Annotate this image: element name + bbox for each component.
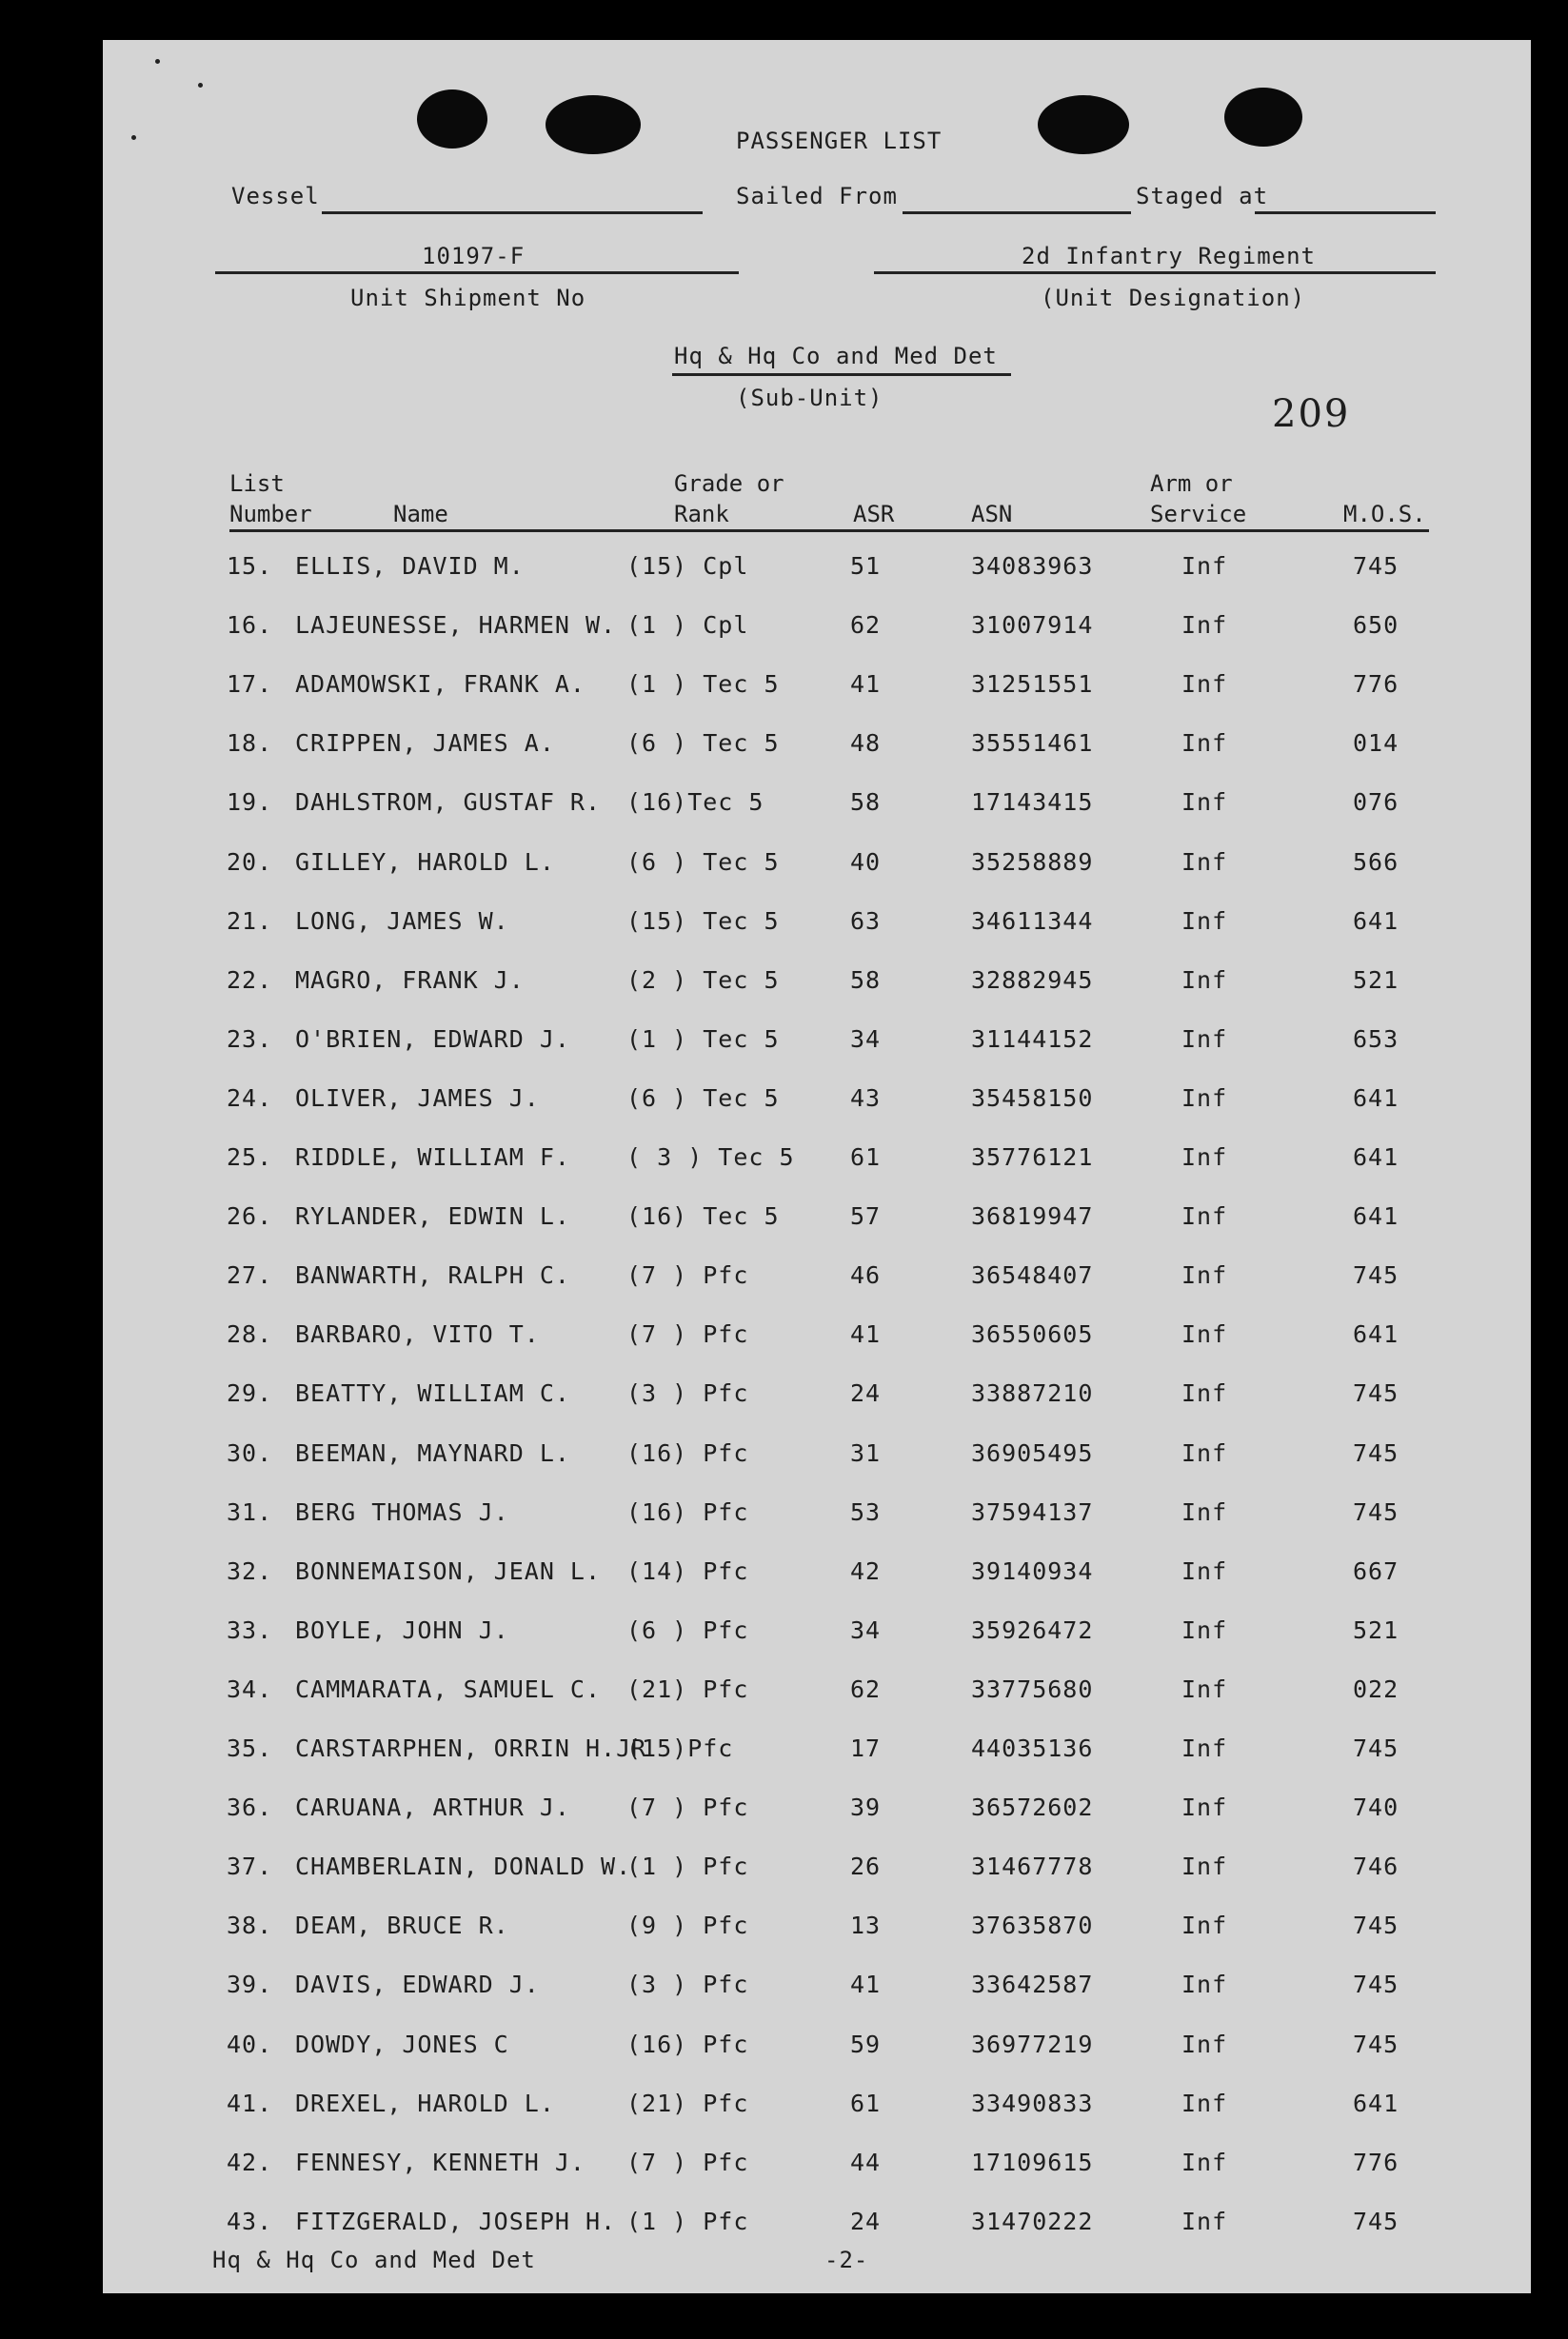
grade-rank: (7 ) Pfc	[626, 1320, 749, 1349]
unit-shipment-line	[215, 271, 739, 274]
army-serial-number: 37635870	[971, 1912, 1094, 1940]
list-number: 15.	[227, 552, 273, 580]
grade-rank: (16) Tec 5	[626, 1202, 780, 1231]
arm-service: Inf	[1181, 2089, 1228, 2117]
passenger-name: BERG THOMAS J.	[295, 1497, 509, 1526]
passenger-name: GILLEY, HAROLD L.	[295, 847, 555, 876]
asr-score: 13	[850, 1912, 882, 1940]
col-header-name: Name	[393, 501, 448, 527]
mos-code: 745	[1353, 1497, 1399, 1526]
mos-code: 745	[1353, 2030, 1399, 2058]
arm-service: Inf	[1181, 1261, 1228, 1290]
mos-code: 641	[1353, 1320, 1399, 1349]
grade-rank: (15) Cpl	[626, 552, 749, 580]
arm-service: Inf	[1181, 670, 1228, 699]
passenger-name: DEAM, BRUCE R.	[295, 1912, 509, 1940]
list-number: 28.	[227, 1320, 273, 1349]
speck	[155, 59, 160, 64]
army-serial-number: 35258889	[971, 847, 1094, 876]
table-row	[103, 1912, 1531, 1971]
table-row	[103, 670, 1531, 729]
army-serial-number: 44035136	[971, 1734, 1094, 1762]
sailed-from-label: Sailed From	[736, 183, 898, 209]
col-header-asn: ASN	[971, 501, 1013, 527]
table-row	[103, 1261, 1531, 1320]
passenger-name: O'BRIEN, EDWARD J.	[295, 1024, 570, 1053]
vessel-label: Vessel	[231, 183, 320, 209]
list-number: 35.	[227, 1734, 273, 1762]
arm-service: Inf	[1181, 1853, 1228, 1881]
army-serial-number: 33642587	[971, 1971, 1094, 1999]
list-number: 41.	[227, 2089, 273, 2117]
list-number: 24.	[227, 1083, 273, 1112]
document-page	[103, 40, 1531, 2293]
asr-score: 34	[850, 1615, 882, 1644]
list-number: 29.	[227, 1379, 273, 1408]
arm-service: Inf	[1181, 1675, 1228, 1703]
grade-rank: (1 ) Tec 5	[626, 1024, 780, 1053]
passenger-name: DREXEL, HAROLD L.	[295, 2089, 555, 2117]
asr-score: 42	[850, 1556, 882, 1585]
arm-service: Inf	[1181, 2148, 1228, 2176]
vessel-field-line	[322, 211, 703, 214]
list-number: 23.	[227, 1024, 273, 1053]
mos-code: 641	[1353, 1143, 1399, 1171]
mos-code: 641	[1353, 1202, 1399, 1231]
army-serial-number: 31144152	[971, 1024, 1094, 1053]
arm-service: Inf	[1181, 1734, 1228, 1762]
unit-designation-line	[874, 271, 1436, 274]
punch-hole-4	[1224, 88, 1302, 147]
asr-score: 61	[850, 1143, 882, 1171]
passenger-name: DAHLSTROM, GUSTAF R.	[295, 788, 602, 817]
asr-score: 40	[850, 847, 882, 876]
col-header-list-number: List Number	[229, 470, 312, 527]
arm-service: Inf	[1181, 1202, 1228, 1231]
asr-score: 48	[850, 729, 882, 758]
table-row	[103, 1557, 1531, 1616]
asr-score: 63	[850, 906, 882, 935]
grade-rank: (21) Pfc	[626, 2089, 749, 2117]
army-serial-number: 31470222	[971, 2207, 1094, 2235]
grade-rank: (9 ) Pfc	[626, 1912, 749, 1940]
asr-score: 58	[850, 965, 882, 994]
col-header-grade: Grade or Rank	[674, 470, 784, 527]
list-number: 18.	[227, 729, 273, 758]
passenger-name: DAVIS, EDWARD J.	[295, 1971, 540, 1999]
passenger-name: BEATTY, WILLIAM C.	[295, 1379, 570, 1408]
passenger-name: CHAMBERLAIN, DONALD W.	[295, 1853, 632, 1881]
punch-hole-1	[417, 89, 487, 149]
arm-service: Inf	[1181, 1083, 1228, 1112]
asr-score: 26	[850, 1853, 882, 1881]
passenger-name: BARBARO, VITO T.	[295, 1320, 540, 1349]
army-serial-number: 17143415	[971, 788, 1094, 817]
arm-service: Inf	[1181, 1794, 1228, 1822]
grade-rank: (1 ) Pfc	[626, 2207, 749, 2235]
staged-at-label: Staged at	[1136, 183, 1269, 209]
passenger-name: CARUANA, ARTHUR J.	[295, 1794, 570, 1822]
arm-service: Inf	[1181, 1912, 1228, 1940]
grade-rank: (3 ) Pfc	[626, 1379, 749, 1408]
grade-rank: (14) Pfc	[626, 1556, 749, 1585]
page-stamp: 209	[1272, 392, 1351, 436]
arm-service: Inf	[1181, 788, 1228, 817]
mos-code: 076	[1353, 788, 1399, 817]
arm-service: Inf	[1181, 1971, 1228, 1999]
mos-code: 641	[1353, 906, 1399, 935]
table-row	[103, 1084, 1531, 1143]
unit-shipment-label: Unit Shipment No	[350, 285, 586, 311]
unit-shipment-number: 10197-F	[422, 243, 526, 269]
arm-service: Inf	[1181, 2207, 1228, 2235]
arm-service: Inf	[1181, 611, 1228, 640]
passenger-name: BEEMAN, MAYNARD L.	[295, 1438, 570, 1467]
army-serial-number: 36572602	[971, 1794, 1094, 1822]
passenger-name: FENNESY, KENNETH J.	[295, 2148, 586, 2176]
army-serial-number: 35926472	[971, 1615, 1094, 1644]
mos-code: 521	[1353, 965, 1399, 994]
asr-score: 57	[850, 1202, 882, 1231]
army-serial-number: 36550605	[971, 1320, 1094, 1349]
mos-code: 776	[1353, 670, 1399, 699]
mos-code: 641	[1353, 1083, 1399, 1112]
passenger-name: BONNEMAISON, JEAN L.	[295, 1556, 602, 1585]
grade-rank: (15) Tec 5	[626, 906, 780, 935]
army-serial-number: 33887210	[971, 1379, 1094, 1408]
army-serial-number: 33775680	[971, 1675, 1094, 1703]
table-row	[103, 1794, 1531, 1853]
grade-rank: (6 ) Tec 5	[626, 1083, 780, 1112]
list-number: 20.	[227, 847, 273, 876]
table-row	[103, 1675, 1531, 1734]
list-number: 26.	[227, 1202, 273, 1231]
list-number: 31.	[227, 1497, 273, 1526]
table-row	[103, 1734, 1531, 1794]
list-number: 19.	[227, 788, 273, 817]
passenger-name: CARSTARPHEN, ORRIN H.JR	[295, 1734, 647, 1762]
mos-code: 776	[1353, 2148, 1399, 2176]
list-number: 17.	[227, 670, 273, 699]
asr-score: 59	[850, 2030, 882, 2058]
list-number: 32.	[227, 1556, 273, 1585]
asr-score: 62	[850, 1675, 882, 1703]
mos-code: 566	[1353, 847, 1399, 876]
list-number: 16.	[227, 611, 273, 640]
mos-code: 745	[1353, 1912, 1399, 1940]
asr-score: 58	[850, 788, 882, 817]
sub-unit-label: (Sub-Unit)	[736, 385, 883, 411]
grade-rank: (21) Pfc	[626, 1675, 749, 1703]
arm-service: Inf	[1181, 847, 1228, 876]
table-row	[103, 1379, 1531, 1438]
army-serial-number: 39140934	[971, 1556, 1094, 1585]
arm-service: Inf	[1181, 1024, 1228, 1053]
list-number: 34.	[227, 1675, 273, 1703]
table-row	[103, 907, 1531, 966]
list-number: 42.	[227, 2148, 273, 2176]
sub-unit: Hq & Hq Co and Med Det	[674, 343, 998, 369]
table-row	[103, 848, 1531, 907]
list-number: 36.	[227, 1794, 273, 1822]
table-row	[103, 1143, 1531, 1202]
passenger-name: RIDDLE, WILLIAM F.	[295, 1143, 570, 1171]
army-serial-number: 32882945	[971, 965, 1094, 994]
grade-rank: (1 ) Tec 5	[626, 670, 780, 699]
mos-code: 745	[1353, 2207, 1399, 2235]
mos-code: 746	[1353, 1853, 1399, 1881]
mos-code: 022	[1353, 1675, 1399, 1703]
passenger-name: BANWARTH, RALPH C.	[295, 1261, 570, 1290]
asr-score: 41	[850, 1320, 882, 1349]
arm-service: Inf	[1181, 2030, 1228, 2058]
grade-rank: (7 ) Pfc	[626, 1794, 749, 1822]
asr-score: 53	[850, 1497, 882, 1526]
page-title: PASSENGER LIST	[736, 128, 943, 154]
army-serial-number: 35458150	[971, 1083, 1094, 1112]
arm-service: Inf	[1181, 1497, 1228, 1526]
asr-score: 62	[850, 611, 882, 640]
passenger-name: LONG, JAMES W.	[295, 906, 509, 935]
col-header-arm: Arm or Service	[1150, 470, 1247, 527]
arm-service: Inf	[1181, 965, 1228, 994]
passenger-name: BOYLE, JOHN J.	[295, 1615, 509, 1644]
list-number: 22.	[227, 965, 273, 994]
arm-service: Inf	[1181, 1320, 1228, 1349]
table-row	[103, 729, 1531, 788]
unit-designation-label: (Unit Designation)	[1041, 285, 1306, 311]
list-number: 40.	[227, 2030, 273, 2058]
mos-code: 014	[1353, 729, 1399, 758]
army-serial-number: 34611344	[971, 906, 1094, 935]
asr-score: 24	[850, 1379, 882, 1408]
asr-score: 41	[850, 1971, 882, 1999]
asr-score: 61	[850, 2089, 882, 2117]
asr-score: 51	[850, 552, 882, 580]
speck	[198, 83, 203, 88]
mos-code: 653	[1353, 1024, 1399, 1053]
passenger-name: LAJEUNESSE, HARMEN W.	[295, 611, 617, 640]
grade-rank: (16) Pfc	[626, 1497, 749, 1526]
mos-code: 521	[1353, 1615, 1399, 1644]
list-number: 37.	[227, 1853, 273, 1881]
passenger-name: ADAMOWSKI, FRANK A.	[295, 670, 586, 699]
arm-service: Inf	[1181, 1379, 1228, 1408]
table-row	[103, 1025, 1531, 1084]
list-number: 38.	[227, 1912, 273, 1940]
mos-code: 667	[1353, 1556, 1399, 1585]
passenger-name: FITZGERALD, JOSEPH H.	[295, 2207, 617, 2235]
army-serial-number: 37594137	[971, 1497, 1094, 1526]
table-row	[103, 966, 1531, 1025]
asr-score: 17	[850, 1734, 882, 1762]
arm-service: Inf	[1181, 552, 1228, 580]
mos-code: 745	[1353, 1379, 1399, 1408]
speck	[131, 135, 136, 140]
army-serial-number: 35551461	[971, 729, 1094, 758]
passenger-name: MAGRO, FRANK J.	[295, 965, 525, 994]
table-row	[103, 2149, 1531, 2208]
arm-service: Inf	[1181, 1556, 1228, 1585]
list-number: 39.	[227, 1971, 273, 1999]
table-row	[103, 2031, 1531, 2090]
asr-score: 44	[850, 2148, 882, 2176]
list-number: 21.	[227, 906, 273, 935]
table-row	[103, 2090, 1531, 2149]
table-row	[103, 1616, 1531, 1675]
list-number: 33.	[227, 1615, 273, 1644]
asr-score: 46	[850, 1261, 882, 1290]
asr-score: 43	[850, 1083, 882, 1112]
grade-rank: (6 ) Pfc	[626, 1615, 749, 1644]
staged-at-field-line	[1255, 211, 1436, 214]
asr-score: 39	[850, 1794, 882, 1822]
table-row	[103, 1498, 1531, 1557]
grade-rank: (16) Pfc	[626, 1438, 749, 1467]
table-row	[103, 1439, 1531, 1498]
sub-unit-line	[672, 373, 1011, 376]
army-serial-number: 36548407	[971, 1261, 1094, 1290]
mos-code: 745	[1353, 1438, 1399, 1467]
mos-code: 745	[1353, 1734, 1399, 1762]
army-serial-number: 36977219	[971, 2030, 1094, 2058]
army-serial-number: 34083963	[971, 552, 1094, 580]
mos-code: 745	[1353, 1971, 1399, 1999]
col-header-asr: ASR	[853, 501, 895, 527]
list-number: 25.	[227, 1143, 273, 1171]
table-row	[103, 552, 1531, 611]
footer-page-number: -2-	[824, 2247, 869, 2273]
arm-service: Inf	[1181, 1438, 1228, 1467]
arm-service: Inf	[1181, 729, 1228, 758]
passenger-name: ELLIS, DAVID M.	[295, 552, 525, 580]
table-row	[103, 611, 1531, 670]
army-serial-number: 35776121	[971, 1143, 1094, 1171]
arm-service: Inf	[1181, 1615, 1228, 1644]
table-row	[103, 788, 1531, 847]
arm-service: Inf	[1181, 1143, 1228, 1171]
grade-rank: (7 ) Pfc	[626, 1261, 749, 1290]
grade-rank: (16) Pfc	[626, 2030, 749, 2058]
asr-score: 31	[850, 1438, 882, 1467]
passenger-name: CRIPPEN, JAMES A.	[295, 729, 555, 758]
grade-rank: (7 ) Pfc	[626, 2148, 749, 2176]
passenger-name: CAMMARATA, SAMUEL C.	[295, 1675, 602, 1703]
mos-code: 641	[1353, 2089, 1399, 2117]
passenger-name: DOWDY, JONES C	[295, 2030, 509, 2058]
army-serial-number: 17109615	[971, 2148, 1094, 2176]
punch-hole-2	[546, 95, 641, 154]
list-number: 30.	[227, 1438, 273, 1467]
punch-hole-3	[1038, 95, 1129, 154]
grade-rank: (2 ) Tec 5	[626, 965, 780, 994]
passenger-name: RYLANDER, EDWIN L.	[295, 1202, 570, 1231]
army-serial-number: 36819947	[971, 1202, 1094, 1231]
grade-rank: (1 ) Pfc	[626, 1853, 749, 1881]
army-serial-number: 36905495	[971, 1438, 1094, 1467]
mos-code: 740	[1353, 1794, 1399, 1822]
sailed-from-field-line	[903, 211, 1131, 214]
army-serial-number: 31251551	[971, 670, 1094, 699]
table-row	[103, 1320, 1531, 1379]
table-row	[103, 1971, 1531, 2030]
table-row	[103, 1202, 1531, 1261]
grade-rank: (16)Tec 5	[626, 788, 764, 817]
col-header-mos: M.O.S.	[1343, 501, 1426, 527]
asr-score: 24	[850, 2207, 882, 2235]
grade-rank: (1 ) Cpl	[626, 611, 749, 640]
grade-rank: (3 ) Pfc	[626, 1971, 749, 1999]
army-serial-number: 33490833	[971, 2089, 1094, 2117]
footer-unit: Hq & Hq Co and Med Det	[212, 2247, 536, 2273]
army-serial-number: 31007914	[971, 611, 1094, 640]
header-rule	[229, 529, 1429, 532]
mos-code: 650	[1353, 611, 1399, 640]
grade-rank: ( 3 ) Tec 5	[626, 1143, 795, 1171]
list-number: 27.	[227, 1261, 273, 1290]
grade-rank: (15)Pfc	[626, 1734, 734, 1762]
unit-designation: 2d Infantry Regiment	[1022, 243, 1316, 269]
passenger-name: OLIVER, JAMES J.	[295, 1083, 540, 1112]
arm-service: Inf	[1181, 906, 1228, 935]
mos-code: 745	[1353, 1261, 1399, 1290]
asr-score: 34	[850, 1024, 882, 1053]
asr-score: 41	[850, 670, 882, 699]
mos-code: 745	[1353, 552, 1399, 580]
grade-rank: (6 ) Tec 5	[626, 847, 780, 876]
list-number: 43.	[227, 2207, 273, 2235]
table-row	[103, 1853, 1531, 1912]
grade-rank: (6 ) Tec 5	[626, 729, 780, 758]
army-serial-number: 31467778	[971, 1853, 1094, 1881]
